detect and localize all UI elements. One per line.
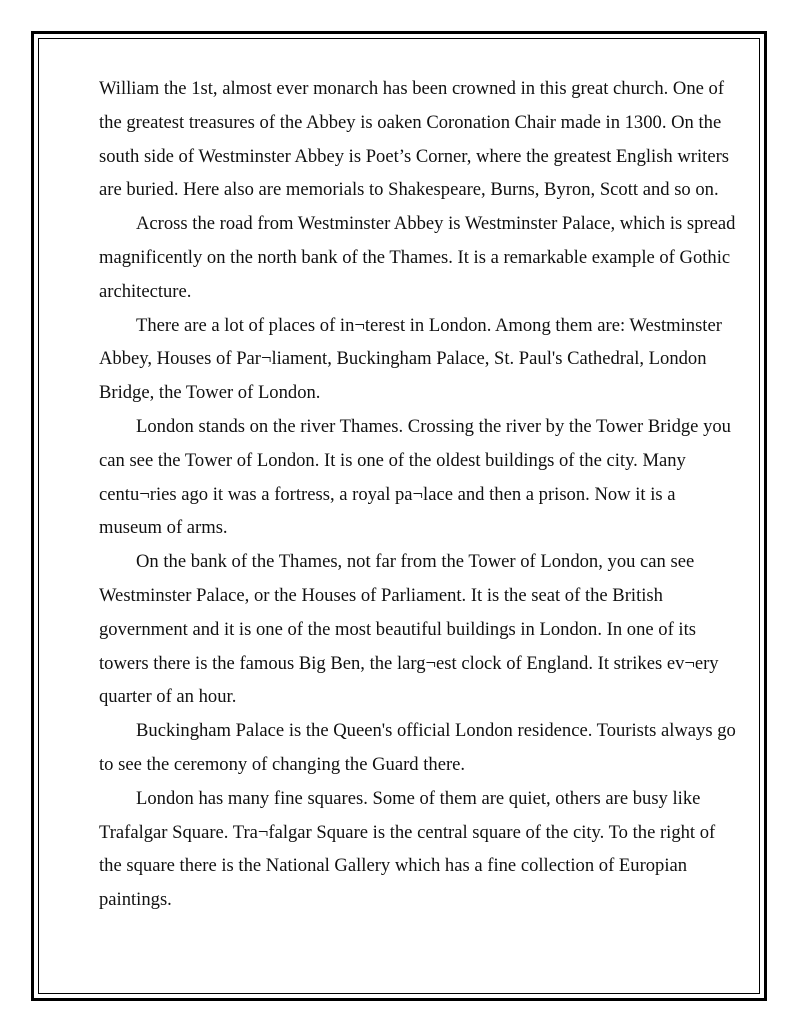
paragraph-places-of-interest: There are a lot of places of in¬terest in London. Among them are: Westminster Abbey, Houses of Par¬liament, Buckingham Palace, St. Paul's Cathedral, London Bridge, the Tower of London. [99,314,722,404]
paragraph-houses-of-parliament: On the bank of the Thames, not far from the Tower of London, you can see Westminster Palace, or the Houses of Parliament. It is the seat of the British government and it is one of the most beautiful buildings in London. In one of its towers there is the famous Big Ben, the larg¬est clock of England. It strikes ev¬ery quarter of an hour. [99,551,719,708]
paragraph-coronation: William the 1st, almost ever monarch has been crowned in this great church. One of the greatest treasures of the Abbey is oaken Coronation Chair made in 1300. On the south side of Westminster Abbey is Poet’s Corner, where the greatest English writers are buried. Here also are memorials to Shakespeare, Burns, Byron, Scott and so on. [99,78,730,201]
document-body [99,72,739,917]
paragraph-westminster-palace: Across the road from Westminster Abbey is Westminster Palace, which is spread magnificently on the north bank of the Thames. It is a remarkable example of Gothic architecture. [99,213,736,302]
paragraph-trafalgar-square: London has many fine squares. Some of them are quiet, others are busy like Trafalgar Square. Tra¬falgar Square is the central square of the city. To the right of the square there is the National Gallery which has a fine collection of Europian paintings. [99,787,716,911]
paragraph-tower-of-london: London stands on the river Thames. Crossing the river by the Tower Bridge you can see the Tower of London. It is one of the oldest buildings of the city. Many centu¬ries ago it was a fortress, a royal pa¬lace and then a prison. Now it is a museum of arms. [99,415,731,539]
paragraph-buckingham-palace: Buckingham Palace is the Queen's official London residence. Tourists always go to see the ceremony of changing the Guard there. [99,720,736,775]
